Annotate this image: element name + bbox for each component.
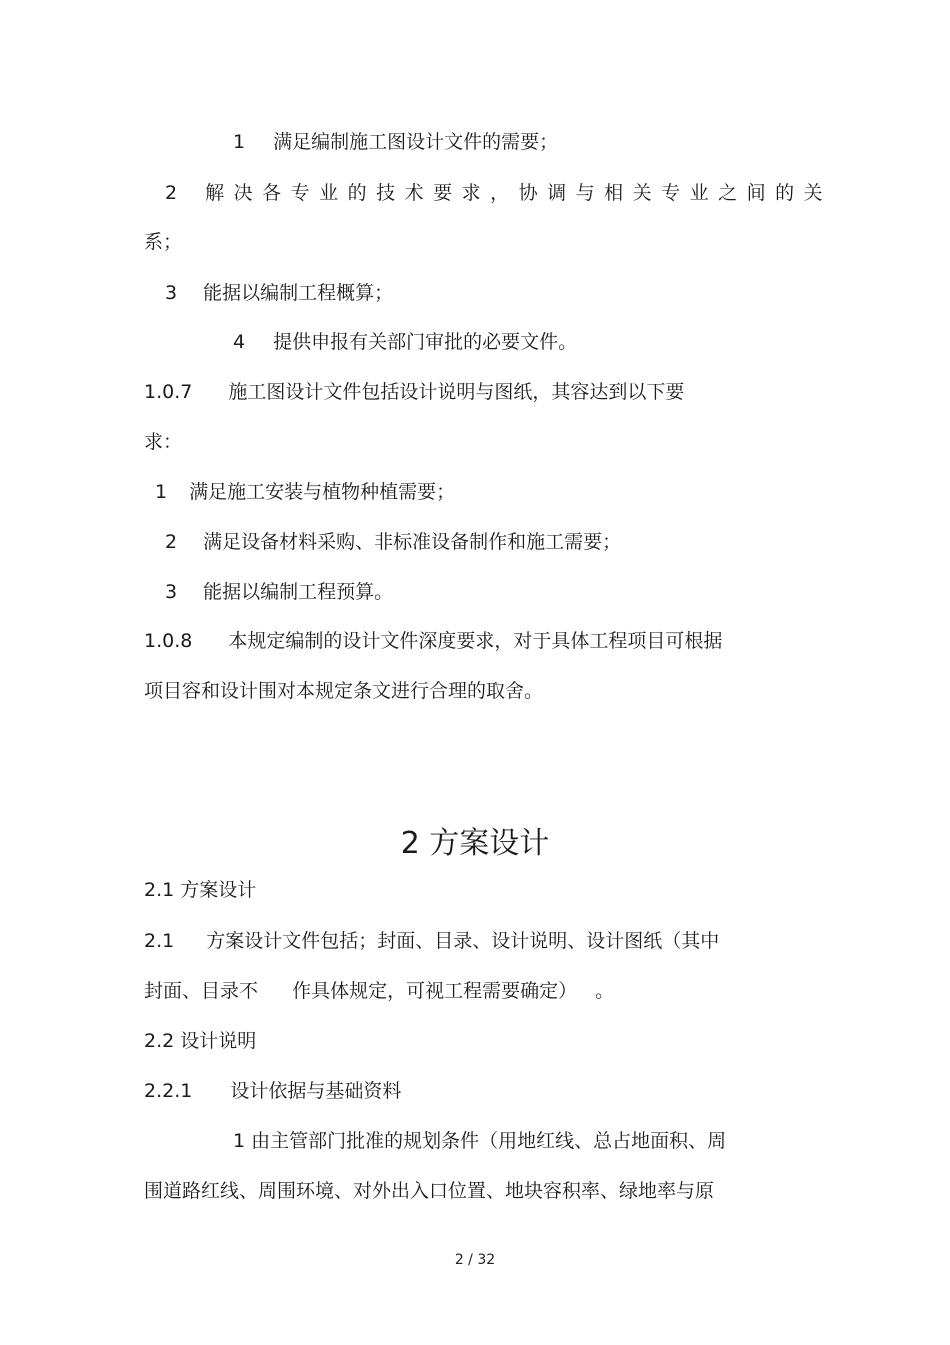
list-item (155, 480, 455, 504)
list-number: 4 (233, 331, 246, 353)
list-item (165, 181, 832, 205)
clause-text: 设计依据与基础资料 (230, 1080, 402, 1102)
list-number: 3 (165, 282, 178, 304)
clause-text: 方案设计文件包括；封面、目录、设计说明、设计图纸（其中 (206, 930, 720, 952)
list-number: 2 (165, 182, 178, 204)
clause-item (144, 629, 722, 653)
section-heading: 2.1 方案设计 (144, 879, 257, 901)
paragraph-continuation: 围道路红线、周围环境、对外出入口位置、地块容积率、绿地率与原 (144, 1180, 715, 1202)
clause-item (144, 380, 684, 404)
list-text: 满足设备材料采购、非标准设备制作和施工需要； (203, 531, 622, 553)
clause-text: 本规定编制的设计文件深度要求，对于具体工程项目可根据 (228, 630, 723, 652)
list-text: 能据以编制工程概算； (203, 282, 394, 304)
list-number: 2 (165, 531, 178, 553)
paragraph-continuation: 项目容和设计围对本规定条文进行合理的取舍。 (144, 680, 544, 702)
clause-number: 1.0.7 (144, 381, 193, 403)
text-fragment: 作具体规定，可视工程需要确定） (292, 980, 578, 1002)
clause-number: 1.0.8 (144, 630, 193, 652)
clause-text: 施工图设计文件包括设计说明与图纸，其容达到以下要 (228, 381, 685, 403)
list-number: 3 (165, 581, 178, 603)
text-fragment: 。 (595, 980, 615, 1002)
list-item (165, 281, 393, 305)
list-item (165, 580, 393, 604)
list-item: 1 由主管部门批准的规划条件（用地红线、总占地面积、周 (233, 1130, 727, 1152)
clause-item (144, 929, 719, 953)
paragraph-continuation (144, 979, 614, 1003)
list-item (233, 130, 558, 154)
text-fragment: 封面、目录不 (144, 980, 259, 1002)
chapter-title: 2 方案设计 (400, 826, 550, 861)
list-text: 解决各专业的技术要求，协调与相关专业之间的关 (205, 182, 833, 204)
clause-item (144, 1079, 401, 1103)
list-text: 提供申报有关部门审批的必要文件。 (273, 331, 578, 353)
list-text: 能据以编制工程预算。 (203, 581, 394, 603)
list-item (233, 330, 577, 354)
clause-number: 2.2.1 (144, 1080, 193, 1102)
paragraph-continuation: 系； (144, 231, 183, 253)
paragraph-continuation: 求： (144, 431, 183, 453)
page-number: 2 / 32 (454, 1252, 496, 1268)
list-number: 1 (155, 481, 168, 503)
section-heading: 2.2 设计说明 (144, 1030, 257, 1052)
clause-number: 2.1 (144, 930, 175, 952)
list-item (165, 530, 621, 554)
list-number: 1 (233, 131, 246, 153)
list-text: 满足施工安装与植物种植需要； (189, 481, 456, 503)
list-text: 满足编制施工图设计文件的需要； (273, 131, 559, 153)
